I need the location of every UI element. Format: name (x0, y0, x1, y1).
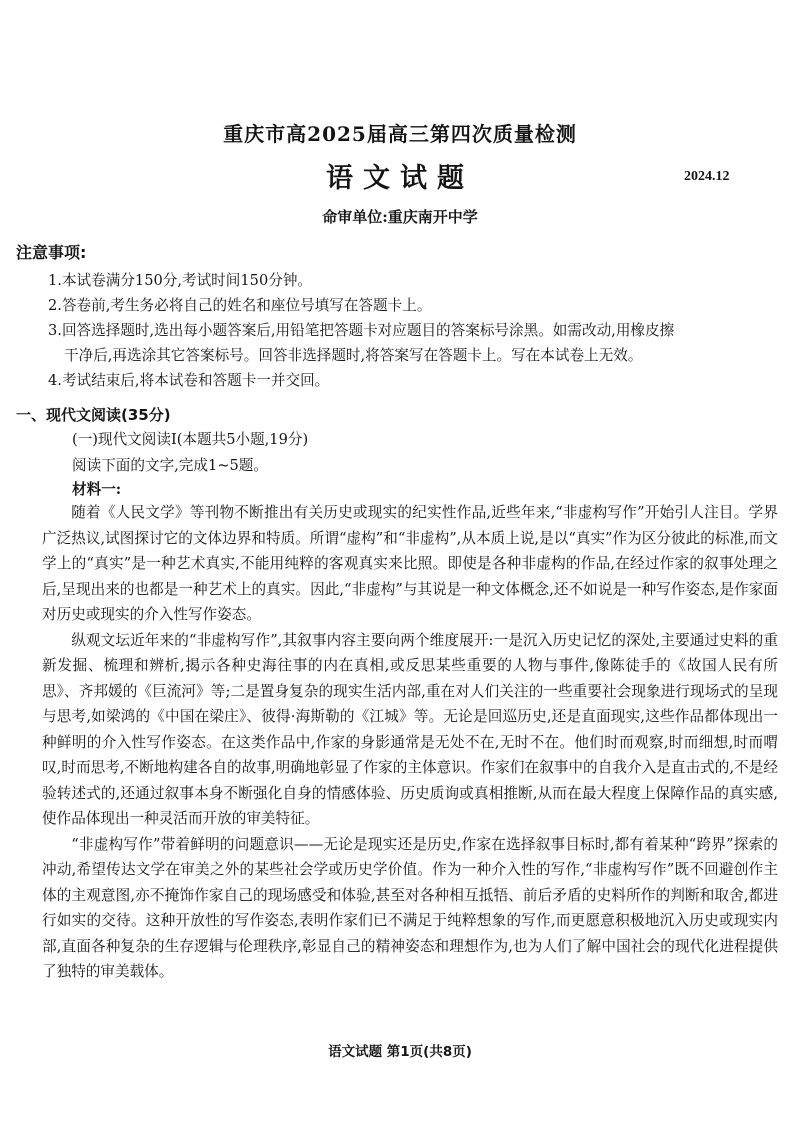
page-footer: 语文试题 第1页(共8页) (328, 1044, 472, 1060)
note-number: 4. (48, 372, 62, 389)
note-number: 3. (48, 322, 62, 339)
part-heading: (一)现代文阅读Ⅰ(本题共5小题,19分) (72, 431, 309, 448)
note-item (48, 268, 778, 293)
passage-paragraph: “非虚构写作”带着鲜明的问题意识——无论是现实还是历史,作家在选择叙事目标时,都有着某种“跨界”探索的冲动,希望传达文学在审美之外的某些社会学或历史学价值。作为一种介入性的写作,“非虚构写作”既不回避创作主体的主观意图,亦不掩饰作家自己的现场感受和体验,甚至对各种相互抵牾、前后矛盾的史料所作的判断和取舍,都进行如实的交待。这种开放性的写作姿态,表明作家们已不满足于纯粹想象的写作,而更愿意积极地沉入历史或现实内部,直面各种复杂的生存逻辑与伦理秩序,彰显自己的精神姿态和理想作为,也为人们了解中国社会的现代化进程提供了独特的审美载体。 (42, 835, 778, 980)
note-item (48, 318, 778, 368)
note-text: 考试结束后,将本试卷和答题卡一并交回。 (61, 372, 330, 389)
passage-paragraph: 纵观文坛近年来的“非虚构写作”,其叙事内容主要向两个维度展开:一是沉入历史记忆的深处,主要通过史料的重新发掘、梳理和辨析,揭示各种史海往事的内在真相,或反思某些重要的人物与事件,像陈徒手的《故国人民有所思》、齐邦媛的《巨流河》等;二是置身复杂的现实生活内部,重在对人们关注的一些重要社会现象进行现场式的呈现与思考,如梁鸿的《中国在梁庄》、彼得·海斯勒的《江城》等。无论是回巡历史,还是直面现实,这些作品都体现出一种鲜明的介入性写作姿态。在这类作品中,作家的身影通常是无处不在,无时不在。他们时而观察,时而细想,时而喟叹,时而思考,不断地构建各自的故事,明确地彰显了作家的主体意识。作家们在叙事中的自我介入是直击式的,不是经验转述式的,还通过叙事本身不断强化自身的情感体验、历史质询或真相推断,从而在最大程度上保障作品的真实感,使作品体现出一种灵活而开放的审美特征。 (42, 631, 778, 827)
exam-date: 2024.12 (684, 169, 730, 184)
reading-passage (42, 500, 778, 985)
note-text: 本试卷满分150分,考试时间150分钟。 (61, 272, 313, 289)
note-number: 1. (48, 272, 62, 289)
note-item (48, 293, 778, 318)
reading-instruction: 阅读下面的文字,完成1~5题。 (72, 457, 268, 474)
material-label: 材料一: (72, 481, 122, 498)
note-text-continued: 干净后,再选涂其它答案标号。回答非选择题时,将答案写在答题卡上。写在本试卷上无效。 (64, 347, 643, 364)
note-text: 答卷前,考生务必将自己的姓名和座位号填写在答题卡上。 (61, 297, 432, 314)
subject-title: 语文试题 (326, 163, 474, 194)
author-line: 命审单位:重庆南开中学 (322, 208, 478, 226)
passage-paragraph: 随着《人民文学》等刊物不断推出有关历史或现实的纪实性作品,近些年来,“非虚构写作”开始引人注目。学界广泛热议,试图探讨它的文体边界和特质。所谓“虚构”和“非虚构”,从本质上说,是以“真实”作为区分彼此的标准,而文学上的“真实”是一种艺术真实,不能用纯粹的客观真实来比照。即使是各种非虚构的作品,在经过作家的叙事处理之后,呈现出来的也都是一种艺术上的真实。因此,“非虚构”与其说是一种文体概念,还不如说是一种写作姿态,是作家面对历史或现实的介入性写作姿态。 (42, 504, 778, 623)
note-number: 2. (48, 297, 62, 314)
section-heading: 一、现代文阅读(35分) (16, 406, 171, 424)
notes-list (48, 268, 778, 393)
note-item (48, 368, 778, 393)
notes-heading: 注意事项: (16, 243, 87, 262)
note-text: 回答选择题时,选出每小题答案后,用铅笔把答题卡对应题目的答案标号涂黑。如需改动,用橡皮擦 (61, 322, 675, 339)
exam-title: 重庆市高2025届高三第四次质量检测 (223, 122, 577, 146)
